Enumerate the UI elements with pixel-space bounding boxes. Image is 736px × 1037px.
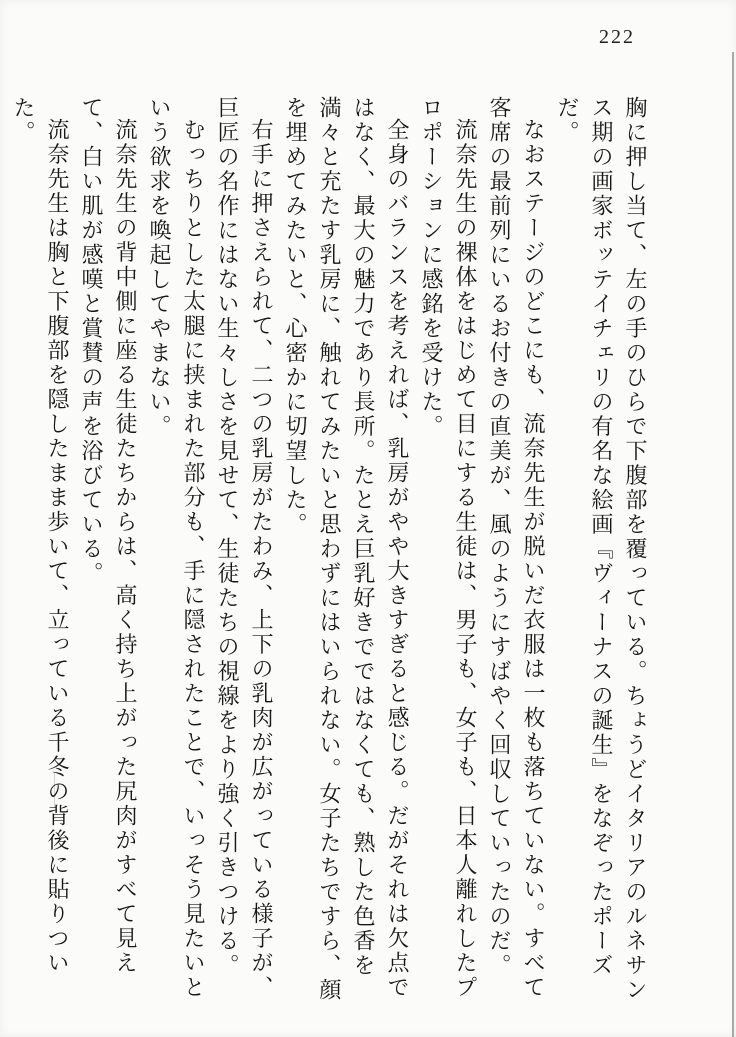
paragraph-6: むっちりとした太腿に挟まれた部分も、手に隠されたことで、いっそう見たいという欲求を喚起してやまない。 bbox=[147, 96, 206, 1000]
paragraph-8: 流奈先生は胸と下腹部を隠したまま歩いて、立っている千冬の背後に貼りついた。 bbox=[11, 96, 70, 976]
body-text bbox=[6, 96, 652, 1014]
scan-edge-line bbox=[732, 52, 734, 1037]
paragraph-3: 流奈先生の裸体をはじめて目にする生徒は、男子も、女子も、日本人離れしたプロポーションに感銘を受けた。 bbox=[419, 96, 478, 1000]
paragraph-7: 流奈先生の背中側に座る生徒たちからは、高く持ち上がった尻肉がすべて見えて、白い肌が感嘆と賞賛の声を浴びている。 bbox=[79, 96, 138, 976]
paragraph-4: 全身のバランスを考えれば、乳房がやや大きすぎると感じる。だがそれは欠点ではなく、最大の魅力であり長所。たとえ巨乳好きでではなくても、熟した色香を満々と充たす乳房に、触れてみたいと思わずにはいられない。女子たちですら、顔を埋めてみたいと、心密かに切望した。 bbox=[283, 96, 410, 1003]
paragraph-5: 右手に押さえられて、二つの乳房がたわみ、上下の乳肉が広がっている様子が、巨匠の名作にはない生々しさを見せて、生徒たちの視線をより強く引きつける。 bbox=[215, 96, 274, 1000]
page-number: 222 bbox=[599, 26, 635, 48]
paragraph-2: なおステージのどこにも、流奈先生が脱いだ衣服は一枚も落ちていない。すべて客席の最前列にいるお付きの直美が、風のようにすばやく回収していったのだ。 bbox=[487, 96, 546, 1000]
paragraph-1: 胸に押し当て、左の手のひらで下腹部を覆っている。ちょうどイタリアのルネサンス期の画家ボッテイチェリの有名な絵画『ヴィーナスの誕生』をなぞったポーズだ。 bbox=[555, 96, 648, 1003]
